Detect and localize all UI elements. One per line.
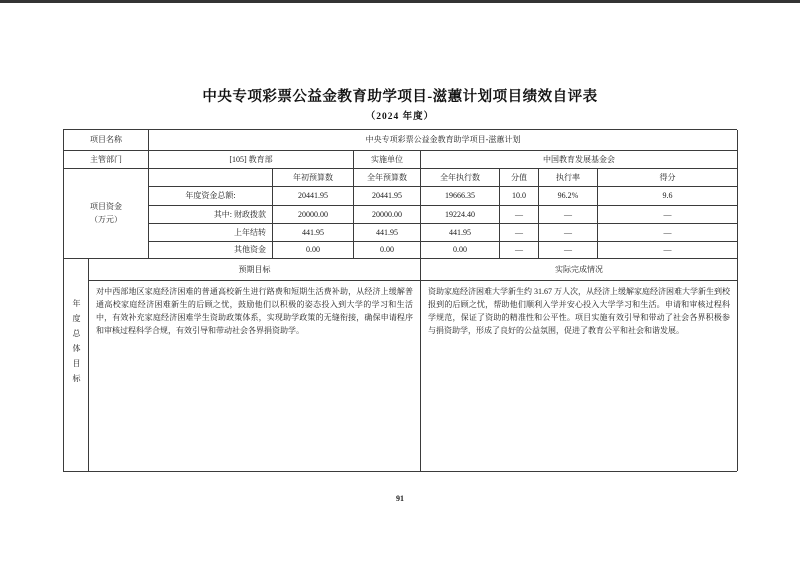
funds-side-label-line2: （万元） xyxy=(90,215,122,224)
funds-total-annual: 20441.95 xyxy=(354,187,421,206)
funds-fiscal-annual: 20000.00 xyxy=(354,206,421,224)
document-title: 中央专项彩票公益金教育助学项目-滋蕙计划项目绩效自评表 xyxy=(202,89,598,105)
project-name-value: 中央专项彩票公益金教育助学项目-滋蕙计划 xyxy=(149,130,738,151)
funds-fiscal-points: — xyxy=(500,206,539,224)
funds-carryover-points: — xyxy=(500,224,539,242)
funds-total-initial: 20441.95 xyxy=(273,187,354,206)
funds-total-executed: 19666.35 xyxy=(421,187,500,206)
funds-header-annual-budget: 全年预算数 xyxy=(354,169,421,187)
funds-header-score: 得分 xyxy=(598,169,738,187)
page-number: 91 xyxy=(396,494,404,503)
funds-header-blank xyxy=(149,169,273,187)
funds-header-exec-rate: 执行率 xyxy=(539,169,598,187)
dept-value: [105] 教育部 xyxy=(149,151,354,169)
funds-total-label: 年度资金总额: xyxy=(149,187,273,206)
funds-header-executed: 全年执行数 xyxy=(421,169,500,187)
funds-other-executed: 0.00 xyxy=(421,242,500,259)
funds-carryover-initial: 441.95 xyxy=(273,224,354,242)
funds-other-initial: 0.00 xyxy=(273,242,354,259)
funds-other-points: — xyxy=(500,242,539,259)
funds-carryover-label: 上年结转 xyxy=(149,224,273,242)
funds-fiscal-executed: 19224.40 xyxy=(421,206,500,224)
project-name-label: 项目名称 xyxy=(64,130,149,151)
actual-completion-header: 实际完成情况 xyxy=(421,259,738,281)
funds-header-initial-budget: 年初预算数 xyxy=(273,169,354,187)
funds-side-label-line1: 项目资金 xyxy=(90,202,122,211)
funds-side-label xyxy=(64,169,149,259)
annual-goal-side-label: 年度总体目标 xyxy=(64,259,89,471)
impl-unit-label: 实施单位 xyxy=(354,151,421,169)
funds-carryover-executed: 441.95 xyxy=(421,224,500,242)
funds-total-rate: 96.2% xyxy=(539,187,598,206)
impl-unit-value: 中国教育发展基金会 xyxy=(421,151,738,169)
funds-other-annual: 0.00 xyxy=(354,242,421,259)
dept-label: 主管部门 xyxy=(64,151,149,169)
funds-carryover-annual: 441.95 xyxy=(354,224,421,242)
document-subtitle: （2024 年度） xyxy=(365,112,435,122)
funds-fiscal-initial: 20000.00 xyxy=(273,206,354,224)
funds-other-label: 其他资金 xyxy=(149,242,273,259)
funds-total-points: 10.0 xyxy=(500,187,539,206)
performance-eval-table xyxy=(63,129,737,472)
expected-goal-text: 对中西部地区家庭经济困难的普通高校新生进行路费和短期生活费补助，从经济上缓解普通高校家庭经济困难新生的后顾之忧，鼓励他们以积极的姿态投入到大学的学习和生活中，有效补充家庭经济困难学生资助政策体系，实现助学政策的无缝衔接，确保申请程序和审核过程科学合规，有效引导和带动社会各界捐资助学。 xyxy=(89,281,421,471)
funds-other-rate: — xyxy=(539,242,598,259)
funds-fiscal-score: — xyxy=(598,206,738,224)
funds-total-score: 9.6 xyxy=(598,187,738,206)
expected-goal-header: 预期目标 xyxy=(89,259,421,281)
funds-carryover-rate: — xyxy=(539,224,598,242)
actual-completion-text: 资助家庭经济困难大学新生约 31.67 万人次，从经济上缓解家庭经济困难大学新生到校报到的后顾之忧，帮助他们顺利入学并安心投入大学学习和生活。申请和审核过程科学规范，保证了资助的精准性和公平性。项目实施有效引导和带动了社会各界积极参与捐资助学，形成了良好的公益氛围，促进了教育公平和社会和谐发展。 xyxy=(421,281,738,471)
funds-carryover-score: — xyxy=(598,224,738,242)
funds-other-score: — xyxy=(598,242,738,259)
page-top-edge-bar xyxy=(0,0,800,3)
funds-header-points: 分值 xyxy=(500,169,539,187)
funds-fiscal-rate: — xyxy=(539,206,598,224)
funds-fiscal-label: 其中: 财政拨款 xyxy=(149,206,273,224)
